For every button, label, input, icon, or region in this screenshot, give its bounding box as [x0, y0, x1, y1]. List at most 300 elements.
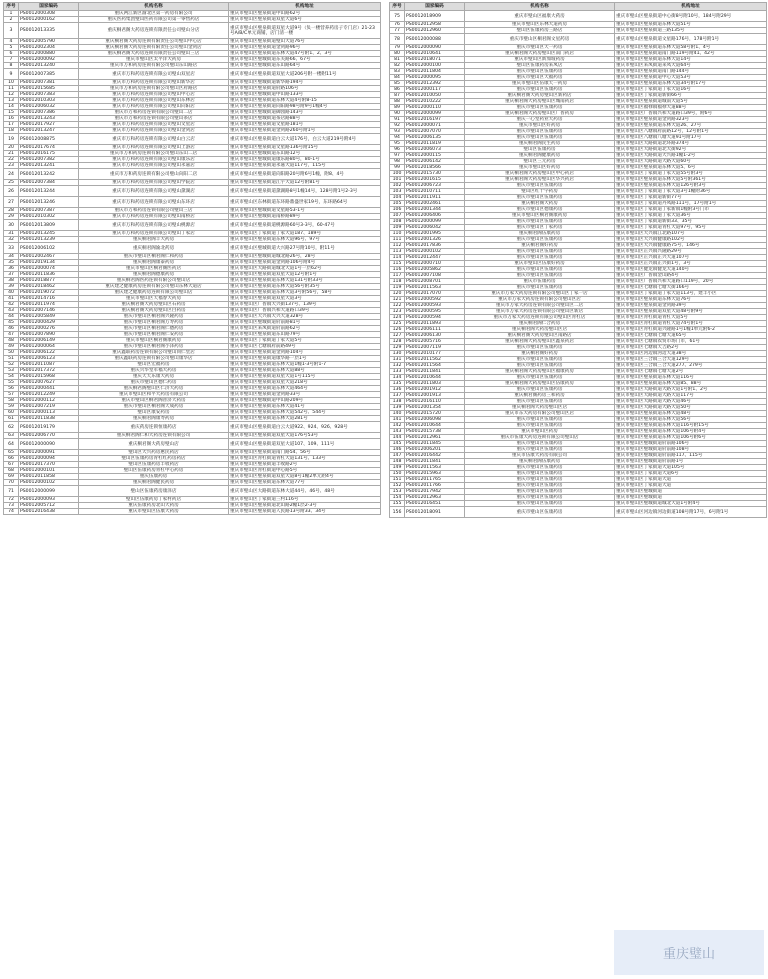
row-name: 重庆鑫联药房连锁有限公司璧山同仁堂店 — [79, 350, 229, 356]
row-code: PS0012010644 — [405, 423, 465, 429]
row-name: 重庆桐君阁大药房璧山区广普药房 — [465, 111, 615, 117]
row-name: 重庆桐君阁大药房璧山区城南药店 — [465, 99, 615, 105]
row-seq: 129 — [390, 345, 405, 351]
row-name: 重庆桐君阁伍康药房 — [465, 231, 615, 237]
row-seq: 71 — [4, 486, 19, 497]
row-address: 重庆市璧山区丁家街道大道105号 — [615, 465, 767, 471]
row-name: 重庆市璧山区伍康药房 — [465, 237, 615, 243]
row-code: PS0012005790 — [19, 39, 79, 45]
row-address: 重庆市璧山区璧泉街道双星大道206号附一楼附11号 — [229, 69, 381, 80]
row-name: 重庆市万和药房连锁有限公司璧山桃源店 — [79, 220, 229, 231]
row-name: 重庆医药集团璧山医药有限公司第一零售药店 — [79, 17, 229, 23]
row-seq: 155 — [390, 501, 405, 507]
row-seq: 11 — [4, 86, 19, 92]
row-seq: 54 — [4, 374, 19, 380]
row-address: 重庆市璧山区丁家街道丁家大道113号，建丰小区 — [615, 291, 767, 297]
row-name: 重庆市璧山区伍康药房 — [465, 105, 615, 111]
row-code: PS0012010177 — [405, 351, 465, 357]
row-code: PS0012005712 — [19, 503, 79, 509]
row-address: 重庆市璧山区璧城街道文星路53-1号 — [229, 208, 381, 214]
row-seq: 40 — [4, 290, 19, 296]
row-code: PS0012000099 — [19, 486, 79, 497]
row-name: 重庆市璧山区伍康好药房 — [465, 261, 615, 267]
row-code: PS0012007381 — [19, 80, 79, 86]
row-code: PS0012018071 — [405, 57, 465, 63]
row-code: PS0012017942 — [405, 489, 465, 495]
row-name: 重庆市璧山区伍康药房 — [465, 135, 615, 141]
row-address: 重庆市璧山区璧泉街道向阳路98号附9号1幢4号 — [229, 104, 381, 110]
row-seq: 134 — [390, 375, 405, 381]
row-address: 重庆市璧山区璧泉街道东林大道126号附3号 — [615, 183, 767, 189]
row-code: PS0012012958 — [405, 22, 465, 28]
row-code: PS0012006723 — [405, 183, 465, 189]
row-name: 重庆桐君阁大药房璧山区南门药店 — [465, 51, 615, 57]
row-code: PS0012018091 — [405, 507, 465, 518]
row-seq: 147 — [390, 453, 405, 459]
row-address: 重庆市璧山区丁家街道三村116号 — [229, 497, 381, 503]
row-name: 重庆桐君阁大药房璧山区石药房 — [79, 302, 229, 308]
row-address: 重庆市璧山区璧泉街道金剑路33号 — [229, 392, 381, 398]
row-name: 重庆鑫联药房连锁有限公司璧山康华店 — [79, 356, 229, 362]
row-address: 重庆市璧山区璧泉街道双星大道3号 — [229, 296, 381, 302]
row-code: PS0012006123 — [19, 356, 79, 362]
row-name: 重庆市万和药房连锁有限公司璧山南桥店 — [79, 214, 229, 220]
row-seq: 151 — [390, 477, 405, 483]
row-address: 重庆市璧山区丁家街道新街77号 — [615, 195, 767, 201]
row-name: 重庆市万和药房连锁有限公司璧山东山二店 — [79, 151, 229, 157]
row-seq: 42 — [4, 302, 19, 308]
header-seq: 序号 — [390, 3, 405, 11]
row-address: 重庆市璧山区来凤街道府前路62号 — [229, 326, 381, 332]
row-name: 璧山区伍康药房 — [465, 147, 615, 153]
row-code: PS0012015730 — [405, 171, 465, 177]
row-name: 重庆桐君阁大药房连锁有限责任公司璧山中心店 — [79, 39, 229, 45]
row-code: PS0012016175 — [19, 151, 79, 157]
row-seq: 68 — [4, 468, 19, 474]
row-code: PS0012006032 — [19, 104, 79, 110]
row-address: 重庆市璧山区丁家街道丁家大道55号附3号 — [615, 171, 767, 177]
table-header-row — [4, 3, 381, 11]
pharmacy-table-right — [389, 2, 767, 518]
row-address: 重庆市璧山区丁家街道丁家大道187、189号 — [229, 231, 381, 237]
row-address: 重庆市璧山区大兴镇大兴大道328号 — [229, 314, 381, 320]
row-address: 重庆市璧山区广普镇金山路4号 — [615, 273, 767, 279]
row-seq: 20 — [4, 145, 19, 151]
row-code: PS0012001326 — [405, 237, 465, 243]
row-seq: 26 — [4, 186, 19, 197]
row-code: PS0012010303 — [19, 98, 79, 104]
row-seq: 148 — [390, 459, 405, 465]
row-code: PS0012001354 — [405, 405, 465, 411]
row-seq: 98 — [390, 159, 405, 165]
row-seq: 96 — [390, 147, 405, 153]
row-name: 重庆兴华堂军福大药房 — [79, 368, 229, 374]
row-code: PS0012006201 — [405, 447, 465, 453]
row-seq: 113 — [390, 249, 405, 255]
row-seq: 48 — [4, 338, 19, 344]
row-address: 重庆市璧山区璧城街道中山路133号 — [229, 92, 381, 98]
row-seq: 4 — [4, 39, 19, 45]
row-seq: 136 — [390, 387, 405, 393]
row-seq: 94 — [390, 135, 405, 141]
row-name: 重庆桐君阁大药房 — [465, 201, 615, 207]
row-address: 重庆市璧山区璧泉街道双星大道107、109、111号 — [229, 439, 381, 450]
row-code: PS0012007384 — [19, 180, 79, 186]
row-code: PS0012012963 — [405, 495, 465, 501]
row-address: 重庆市璧山区璧泉街道南门路54、56号 — [229, 450, 381, 456]
row-name: 璧山区伍康药房丁家村药店 — [79, 497, 229, 503]
row-seq: 15 — [4, 110, 19, 116]
row-address: 重庆市璧山区璧泉街道中心街8号附10号，184号附29号 — [615, 11, 767, 22]
row-address: 重庆市璧山区璧泉街道丰收路2号 — [229, 462, 381, 468]
row-name: 重庆市璧山区桐君阁仁安药房 — [79, 332, 229, 338]
row-seq: 89 — [390, 105, 405, 111]
row-name: 重庆桐君阁大药房璧山区店 — [465, 405, 615, 411]
row-seq: 143 — [390, 429, 405, 435]
table-row — [4, 186, 381, 197]
row-code: PS0012000101 — [19, 468, 79, 474]
row-code: PS0012000088 — [405, 34, 465, 45]
row-name: 璧山区伍康药房来凤店 — [465, 63, 615, 69]
row-code: PS0012018877 — [19, 278, 79, 284]
row-name: 重庆市璧山区伍康药房 — [465, 285, 615, 291]
row-seq: 139 — [390, 405, 405, 411]
row-code: PS0012011562 — [405, 357, 465, 363]
row-name: 重庆市璧山区伍康药房 — [465, 507, 615, 518]
row-name: 重庆桐君阁药房三和药房 — [465, 393, 615, 399]
row-code: PS0012013240 — [19, 63, 79, 69]
row-seq: 82 — [390, 63, 405, 69]
row-code: PS0012000593 — [405, 303, 465, 309]
row-code: PS0012007383 — [19, 92, 79, 98]
row-code: PS0012011563 — [405, 465, 465, 471]
row-code: PS0012011563 — [405, 285, 465, 291]
table-header-row — [390, 3, 767, 11]
row-seq: 28 — [4, 208, 19, 214]
row-address: 重庆市璧山区璧泉街道金剑路106号附4号 — [229, 260, 381, 266]
row-code: PS0012011836 — [19, 272, 79, 278]
row-name: 重庆市万和药房连锁有限公司璧山茶店 — [79, 116, 229, 122]
header-seq: 序号 — [4, 3, 19, 11]
row-code: PS0012013244 — [19, 186, 79, 197]
row-address: 重庆市璧山区璧城街道御园路143号 — [229, 110, 381, 116]
row-code: PS0012012392 — [405, 81, 465, 87]
row-name: 重庆市万和药房连锁有限公司璧山上游店 — [79, 145, 229, 151]
row-name: 重庆市万和药房连锁有限公司璧山文星店 — [79, 122, 229, 128]
row-address: 重庆市璧山区璧泉街道黛湖路8号1幢14号，128号附1号2-3号 — [229, 186, 381, 197]
row-seq: 61 — [4, 416, 19, 422]
row-address: 重庆市璧山区丁家街道青杠大道97号，95号 — [615, 225, 767, 231]
row-code: PS0012019134 — [19, 260, 79, 266]
row-code: PS0012000308 — [19, 11, 79, 17]
row-address: 重庆市璧山区璧泉街道东林大道4号附8-15 — [229, 98, 381, 104]
row-address: 重庆市璧山区璧泉街道东林大道116号 — [615, 375, 767, 381]
row-name: 重庆桐君阁大药房璧山区鑫泉药店 — [465, 339, 615, 345]
row-name: 重庆市万和药房连锁有限公司璧山白云店 — [79, 134, 229, 145]
row-address: 重庆市璧山区璧泉街道中心大道53号 — [615, 75, 767, 81]
row-code: PS0012012447 — [405, 255, 465, 261]
row-seq: 120 — [390, 291, 405, 297]
row-seq: 81 — [390, 57, 405, 63]
row-name: 重庆桐君阁仁和大药房连锁有限公司 — [79, 433, 229, 439]
row-address: 重庆市璧山区七塘镇七塘大街166号 — [615, 285, 767, 291]
row-code: PS0012007382 — [19, 157, 79, 163]
row-name: 重庆市璧山区桐君阁小泽药房 — [79, 344, 229, 350]
row-address: 重庆市璧山区璧泉街道璧山大道76号 — [229, 39, 381, 45]
row-seq: 31 — [4, 231, 19, 237]
row-name: 重庆市璧山区伍康药房 — [465, 183, 615, 189]
row-seq: 125 — [390, 321, 405, 327]
row-code: PS0012007387 — [19, 208, 79, 214]
row-code: PS0012005862 — [405, 267, 465, 273]
row-seq: 91 — [390, 117, 405, 123]
row-name: 重庆桐君阁渝北药房 — [79, 243, 229, 254]
row-code: PS0012007108 — [405, 273, 465, 279]
row-address: 重庆市璧山区璧泉街道文星路181号 — [229, 122, 381, 128]
row-name: 重庆市万和药房连锁有限公司璧山向阳二店 — [79, 169, 229, 180]
row-code: PS0012018909 — [405, 11, 465, 22]
row-address: 重庆市璧山区璧泉街道双星大道176号53号 — [229, 433, 381, 439]
row-seq: 156 — [390, 507, 405, 518]
row-code: PS0012015720 — [405, 411, 465, 417]
row-name: 重庆桐君阁大药房璧山区福康药房 — [465, 369, 615, 375]
row-name: 重庆市璧山区伍康药房 — [465, 249, 615, 255]
row-seq: 112 — [390, 243, 405, 249]
row-name: 重庆伍康药房 — [79, 474, 229, 480]
row-code: PS0012012960 — [405, 28, 465, 34]
row-code: PS0012005849 — [19, 314, 79, 320]
row-address: 重庆市璧山区正兴镇正兴大道107号 — [615, 255, 767, 261]
row-seq: 87 — [390, 93, 405, 99]
row-name: 重庆桐君阁大药房连锁有限责任公司璧山三店 — [79, 51, 229, 57]
row-seq: 22 — [4, 157, 19, 163]
row-address: 重庆市璧山区璧泉街道东林大道96号、97号 — [229, 237, 381, 243]
row-address: 重庆市璧山区丁家街道丹凤路111号，17号附1号 — [615, 201, 767, 207]
row-name: 重庆市璧山区新加坡药房 — [465, 57, 615, 63]
row-code: PS0012013246 — [19, 197, 79, 208]
row-address: 重庆市璧山区璧泉街道南门路144号 — [615, 69, 767, 75]
row-name: 重庆市伍康大药房有限公司 — [465, 453, 615, 459]
row-seq: 21 — [4, 151, 19, 157]
row-seq: 119 — [390, 285, 405, 291]
table-row — [390, 11, 767, 22]
row-address: 重庆市璧山区璧泉街道双星大道1号115号 — [229, 374, 381, 380]
row-seq: 128 — [390, 339, 405, 345]
row-address: 重庆市璧山区璧泉街道东林大道1幢1-3号附1-7 — [229, 362, 381, 368]
row-code: PS0012015968 — [19, 374, 79, 380]
row-address: 重庆市璧山区璧泉街道文星路176号，178号附1号 — [615, 34, 767, 45]
row-name: 重庆市璧山区伍康药房 — [465, 219, 615, 225]
row-address: 重庆市璧山区璧泉街道东林大道56号附35号 — [229, 284, 381, 290]
row-code: PS0012010222 — [405, 99, 465, 105]
row-seq: 95 — [390, 141, 405, 147]
row-seq: 43 — [4, 308, 19, 314]
row-address: 重庆市璧山区璧泉街道人民路13号附33、34号 — [229, 509, 381, 515]
row-name: 重庆市璧山区桐君阁兴隆药房 — [79, 314, 229, 320]
row-address: 重庆市璧山区璧泉街道东林大道77号 — [229, 480, 381, 486]
row-seq: 69 — [4, 474, 19, 480]
row-seq: 104 — [390, 195, 405, 201]
row-code: PS0012010050 — [405, 93, 465, 99]
row-code: PS0012011766 — [405, 483, 465, 489]
row-address: 重庆市璧山区三合镇三合大道129号 — [615, 357, 767, 363]
table-row — [4, 134, 381, 145]
row-seq: 24 — [4, 169, 19, 180]
row-address: 重庆市璧山区璧泉街道三路135号 — [615, 28, 767, 34]
row-code: PS0012013243 — [19, 116, 79, 122]
row-address: 重庆市璧山区三合镇三合大道277、279号 — [615, 363, 767, 369]
row-code: PS0012006098 — [405, 417, 465, 423]
row-address: 重庆市璧山区璧泉街道白云大道922、924、926、928号 — [229, 422, 381, 433]
row-name: 重庆市璧山区桐君阁天成药房 — [79, 404, 229, 410]
row-address: 重庆市璧山区璧泉街道东林大道56号 — [615, 417, 767, 423]
row-name: 重庆市璧山区桐君阁仁和药房 — [79, 254, 229, 260]
row-seq: 108 — [390, 219, 405, 225]
row-code: PS0012000091 — [19, 450, 79, 456]
row-name: 重庆建之健康药房连锁有限公司璧山店 — [79, 290, 229, 296]
row-seq: 53 — [4, 368, 19, 374]
row-seq: 92 — [390, 123, 405, 129]
row-seq: 10 — [4, 80, 19, 86]
row-name: 重庆桐君阁康寿药房 — [79, 416, 229, 422]
row-address: 重庆市璧山区璧泉街道南门路119号附41、42号 — [615, 51, 767, 57]
row-code: PS0012006406 — [405, 213, 465, 219]
row-name: 重庆药房连锁恒康药店 — [79, 422, 229, 433]
table-row — [4, 23, 381, 39]
row-name: 重庆市璧山区东林大道药房 — [465, 22, 615, 28]
row-code: PS0012000162 — [19, 17, 79, 23]
row-name: 重庆市万和药房连锁有限公司璧山三店 — [79, 208, 229, 214]
row-name: 重庆市璧山区桐君阁万寿药房 — [79, 320, 229, 326]
row-address: 重庆市璧山区璧泉街道金剑路39号 — [615, 303, 767, 309]
table-row — [4, 509, 381, 515]
row-address: 重庆市璧山区璧泉街道东林大道47号附1、2、3号 — [229, 51, 381, 57]
row-address: 重庆市璧山区丁家街道丁家大道36号 — [615, 213, 767, 219]
row-name: 重庆市璧山区伍康药房 — [465, 273, 615, 279]
row-name: 重庆两江新区渝北区第一药房有限公司 — [79, 11, 229, 17]
row-address: 重庆市璧山区璧泉街道双星大道8号1幢2单元附4号 — [229, 474, 381, 480]
row-name: 重庆桐君阁大药房璧山区华兴药店 — [465, 177, 615, 183]
row-code: PS0012011803 — [405, 381, 465, 387]
row-seq: 30 — [4, 220, 19, 231]
row-address: 重庆市璧山区璧城街道 — [615, 495, 767, 501]
row-name: 重庆市璧山区和平大药房有限公司 — [79, 392, 229, 398]
row-code: PS0012017674 — [19, 145, 79, 151]
row-seq: 101 — [390, 177, 405, 183]
row-address: 重庆市璧山区丁家街道丁家大道5号 — [229, 338, 381, 344]
row-name: 重庆市璧山区好药房 — [465, 165, 615, 171]
row-name: 重庆桐君阁医药连锁有限公司璧山店 — [79, 278, 229, 284]
row-seq: 63 — [4, 433, 19, 439]
row-seq: 93 — [390, 129, 405, 135]
row-name: 重庆市万和药房连锁有限公司璧山金剑店 — [79, 128, 229, 134]
row-code: PS0012006770 — [19, 433, 79, 439]
row-code: PS0012016442 — [405, 453, 465, 459]
row-address: 重庆市璧山区璧泉街道东林大道26、27号 — [615, 123, 767, 129]
row-seq: 90 — [390, 111, 405, 117]
row-code: PS0012007219 — [19, 404, 79, 410]
row-address: 重庆市璧山区璧泉街道东林大道5号附361号 — [615, 177, 767, 183]
row-address: 重庆市璧山区璧泉街道金剑路104号 — [229, 350, 381, 356]
row-code: PS0012000592 — [405, 297, 465, 303]
row-seq: 79 — [390, 45, 405, 51]
row-address: 重庆市璧山区青杠街道青杠大道5号 — [615, 315, 767, 321]
row-address: 重庆市璧山区璧泉街道白云大道176号，白云大道219号附4号 — [229, 134, 381, 145]
row-name: 重庆市万和药房连锁有限公司璧山学院店 — [79, 180, 229, 186]
row-seq: 100 — [390, 171, 405, 177]
row-name: 重庆市璧山区伍康药房 — [465, 129, 615, 135]
row-seq: 17 — [4, 122, 19, 128]
row-address: 重庆市璧山区璧泉街道北山路2幢1层2-3号 — [229, 503, 381, 509]
row-address: 重庆市璧山区璧泉街道东林大道116号附15号 — [615, 423, 767, 429]
pharmacy-table-left — [3, 2, 381, 515]
row-name: 重庆市璧山区伍康药房 — [465, 489, 615, 495]
row-seq: 133 — [390, 369, 405, 375]
row-name: 重庆市璧山区伍康药房 — [465, 423, 615, 429]
row-address: 重庆市璧山区七塘镇天吉路2号 — [615, 345, 767, 351]
row-address: 重庆市璧山区大路街道城北大道1号一层62号 — [229, 266, 381, 272]
row-address: 重庆市璧山区璧泉街道双星大道218号 — [229, 380, 381, 386]
row-code: PS0012007627 — [19, 380, 79, 386]
row-seq: 52 — [4, 362, 19, 368]
row-name: 重庆市璧山区天福药房 — [465, 75, 615, 81]
row-seq: 74 — [4, 509, 19, 515]
row-address: 重庆市璧山区璧泉街道东林大道76号 — [615, 297, 767, 303]
row-seq: 56 — [4, 386, 19, 392]
header-address: 机构地址 — [229, 3, 381, 11]
row-name: 重庆桐君阁大药房璧山区伍康药房 — [465, 381, 615, 387]
row-address: 重庆市璧山区璧城街道南桥路89号 — [229, 214, 381, 220]
row-name: 重庆市璧山区伍康药房 — [465, 375, 615, 381]
row-seq: 141 — [390, 417, 405, 423]
row-seq: 38 — [4, 278, 19, 284]
row-code: PS0012016110 — [405, 399, 465, 405]
table-row — [4, 220, 381, 231]
row-address: 重庆市璧山区璧泉街道东林大道3号附56号，58号 — [229, 290, 381, 296]
row-seq: 140 — [390, 411, 405, 417]
row-seq: 47 — [4, 332, 19, 338]
row-code: PS0012017927 — [19, 122, 79, 128]
row-name: 璧山区红十字药房 — [465, 189, 615, 195]
row-name: 重庆建之健康药房连锁有限公司璧山东林大道店 — [79, 284, 229, 290]
row-name: 重庆桐君阁大药房璧山区南路店 — [465, 333, 615, 339]
row-address: 重庆市璧山区大兴镇健康路102号 — [615, 237, 767, 243]
row-address: 重庆市璧山区璧泉街道双星大道12号附1号 — [229, 272, 381, 278]
row-name: 重庆市璧山区伍康药房 — [465, 495, 615, 501]
row-code: PS0012006102 — [19, 243, 79, 254]
row-address: 重庆市璧山区璧泉街道东林大道106号附6号 — [615, 435, 767, 441]
row-code: PS0012000090 — [405, 45, 465, 51]
row-name: 重庆市万和药房连锁有限公司璧山丁家店 — [79, 231, 229, 237]
row-name: 重庆市璧山区伍康药房 — [465, 69, 615, 75]
row-code: PS0012000102 — [19, 480, 79, 486]
row-seq: 80 — [390, 51, 405, 57]
row-name: 重庆市璧山区天一药房 — [465, 45, 615, 51]
row-address: 重庆市璧山区八塘镇府前路12号，12号附1号 — [615, 129, 767, 135]
row-code: PS0012006149 — [19, 338, 79, 344]
row-name: 重庆市璧山区伍康天一药房 — [465, 81, 615, 87]
row-seq: 6 — [4, 51, 19, 57]
row-name: 重庆桐君阁好药房 — [465, 243, 615, 249]
row-name: 重庆市璧山区桐君阁普济大药房 — [79, 398, 229, 404]
row-address: 重庆市璧山区璧城街道府前路1号 — [615, 459, 767, 465]
row-seq: 137 — [390, 393, 405, 399]
table-row — [390, 507, 767, 518]
row-code: PS0012015685 — [19, 86, 79, 92]
row-address: 重庆市璧山区璧泉街道东林大道5、6号 — [615, 165, 767, 171]
row-name: 重庆市万和药房连锁有限公司璧山黛湖店 — [79, 186, 229, 197]
row-address: 重庆市璧山区青杠街道青杠大道131号、133号 — [229, 456, 381, 462]
